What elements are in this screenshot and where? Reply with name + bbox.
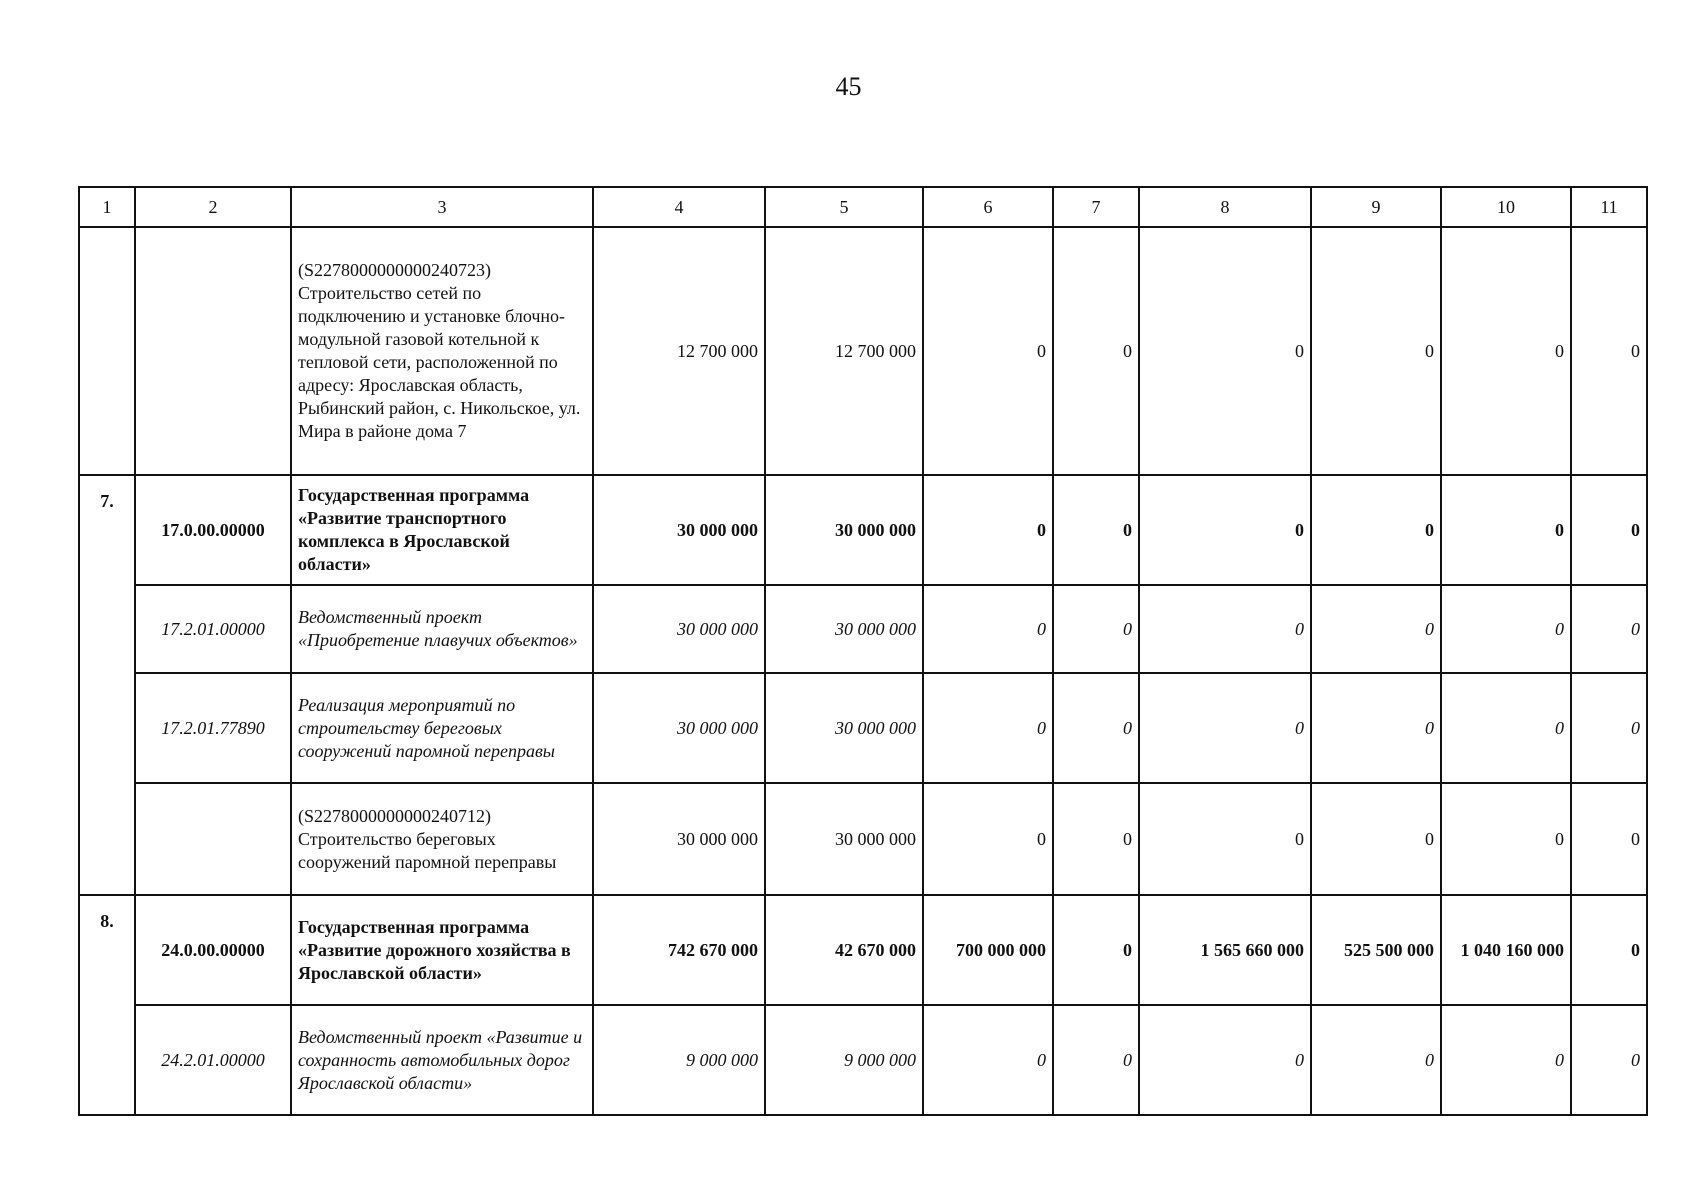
value-cell: 0 — [1571, 475, 1647, 585]
table-row — [79, 227, 1647, 475]
column-header: 8 — [1139, 187, 1311, 227]
table-row — [79, 895, 1647, 1005]
value-cell: 0 — [1053, 475, 1139, 585]
value-cell: 42 670 000 — [765, 895, 923, 1005]
value-cell: 30 000 000 — [765, 475, 923, 585]
value-cell: 30 000 000 — [593, 585, 765, 673]
value-cell: 9 000 000 — [593, 1005, 765, 1115]
value-cell: 12 700 000 — [593, 227, 765, 475]
value-cell: 0 — [1139, 585, 1311, 673]
column-header: 10 — [1441, 187, 1571, 227]
value-cell: 0 — [1441, 673, 1571, 783]
column-header: 11 — [1571, 187, 1647, 227]
row-name: (S2278000000000240723) Строительство сетей по подключению и установке блочно-модульной газовой котельной к тепловой сети, расположенной по адресу: Ярославская область, Рыбинский район, с. Никольское, ул. Мира в районе дома 7 — [291, 227, 593, 475]
row-name: Ведомственный проект «Развитие и сохранность автомобильных дорог Ярославской области» — [291, 1005, 593, 1115]
value-cell: 12 700 000 — [765, 227, 923, 475]
value-cell: 0 — [1571, 227, 1647, 475]
value-cell: 0 — [923, 783, 1053, 895]
row-number: 7. — [79, 475, 135, 895]
row-code — [135, 783, 291, 895]
row-name: Государственная программа «Развитие дорожного хозяйства в Ярославской области» — [291, 895, 593, 1005]
value-cell: 0 — [1053, 673, 1139, 783]
value-cell: 700 000 000 — [923, 895, 1053, 1005]
value-cell: 30 000 000 — [593, 673, 765, 783]
value-cell: 525 500 000 — [1311, 895, 1441, 1005]
value-cell: 0 — [1441, 475, 1571, 585]
value-cell: 0 — [1139, 783, 1311, 895]
value-cell: 0 — [1441, 783, 1571, 895]
value-cell: 0 — [1571, 783, 1647, 895]
value-cell: 0 — [1139, 673, 1311, 783]
row-code: 24.2.01.00000 — [135, 1005, 291, 1115]
header-row — [79, 187, 1647, 227]
table-row — [79, 585, 1647, 673]
value-cell: 30 000 000 — [593, 475, 765, 585]
value-cell: 0 — [1311, 475, 1441, 585]
value-cell: 0 — [1139, 475, 1311, 585]
value-cell: 0 — [1311, 1005, 1441, 1115]
value-cell: 30 000 000 — [765, 585, 923, 673]
value-cell: 0 — [1441, 1005, 1571, 1115]
value-cell: 0 — [923, 1005, 1053, 1115]
value-cell: 0 — [1053, 895, 1139, 1005]
value-cell: 30 000 000 — [765, 783, 923, 895]
value-cell: 0 — [1053, 227, 1139, 475]
row-name: Государственная программа «Развитие транспортного комплекса в Ярославской области» — [291, 475, 593, 585]
value-cell: 0 — [1311, 673, 1441, 783]
row-code — [135, 227, 291, 475]
value-cell: 0 — [1441, 585, 1571, 673]
page-number: 45 — [835, 72, 862, 101]
value-cell: 1 565 660 000 — [1139, 895, 1311, 1005]
column-header: 9 — [1311, 187, 1441, 227]
column-header: 4 — [593, 187, 765, 227]
value-cell: 0 — [923, 475, 1053, 585]
value-cell: 0 — [923, 585, 1053, 673]
table-row — [79, 783, 1647, 895]
budget-table — [78, 186, 1648, 1116]
column-header: 2 — [135, 187, 291, 227]
value-cell: 0 — [1571, 1005, 1647, 1115]
row-code: 17.2.01.77890 — [135, 673, 291, 783]
value-cell: 0 — [923, 227, 1053, 475]
value-cell: 30 000 000 — [765, 673, 923, 783]
value-cell: 0 — [1139, 227, 1311, 475]
table-row — [79, 673, 1647, 783]
row-name: (S2278000000000240712) Строительство береговых сооружений паромной переправы — [291, 783, 593, 895]
column-header: 5 — [765, 187, 923, 227]
table-row — [79, 475, 1647, 585]
row-code: 17.0.00.00000 — [135, 475, 291, 585]
row-code: 17.2.01.00000 — [135, 585, 291, 673]
row-number — [79, 227, 135, 475]
value-cell: 0 — [1311, 783, 1441, 895]
value-cell: 0 — [1053, 1005, 1139, 1115]
value-cell: 0 — [1139, 1005, 1311, 1115]
row-name: Ведомственный проект «Приобретение плавучих объектов» — [291, 585, 593, 673]
value-cell: 0 — [1053, 585, 1139, 673]
value-cell: 30 000 000 — [593, 783, 765, 895]
value-cell: 0 — [1311, 227, 1441, 475]
value-cell: 0 — [1571, 585, 1647, 673]
row-number: 8. — [79, 895, 135, 1115]
row-name: Реализация мероприятий по строительству береговых сооружений паромной переправы — [291, 673, 593, 783]
value-cell: 0 — [1311, 585, 1441, 673]
value-cell: 0 — [1571, 895, 1647, 1005]
value-cell: 0 — [1571, 673, 1647, 783]
table-row — [79, 1005, 1647, 1115]
column-header: 3 — [291, 187, 593, 227]
value-cell: 0 — [1441, 227, 1571, 475]
value-cell: 9 000 000 — [765, 1005, 923, 1115]
column-header: 1 — [79, 187, 135, 227]
column-header: 7 — [1053, 187, 1139, 227]
value-cell: 0 — [1053, 783, 1139, 895]
value-cell: 742 670 000 — [593, 895, 765, 1005]
value-cell: 1 040 160 000 — [1441, 895, 1571, 1005]
row-code: 24.0.00.00000 — [135, 895, 291, 1005]
value-cell: 0 — [923, 673, 1053, 783]
column-header: 6 — [923, 187, 1053, 227]
